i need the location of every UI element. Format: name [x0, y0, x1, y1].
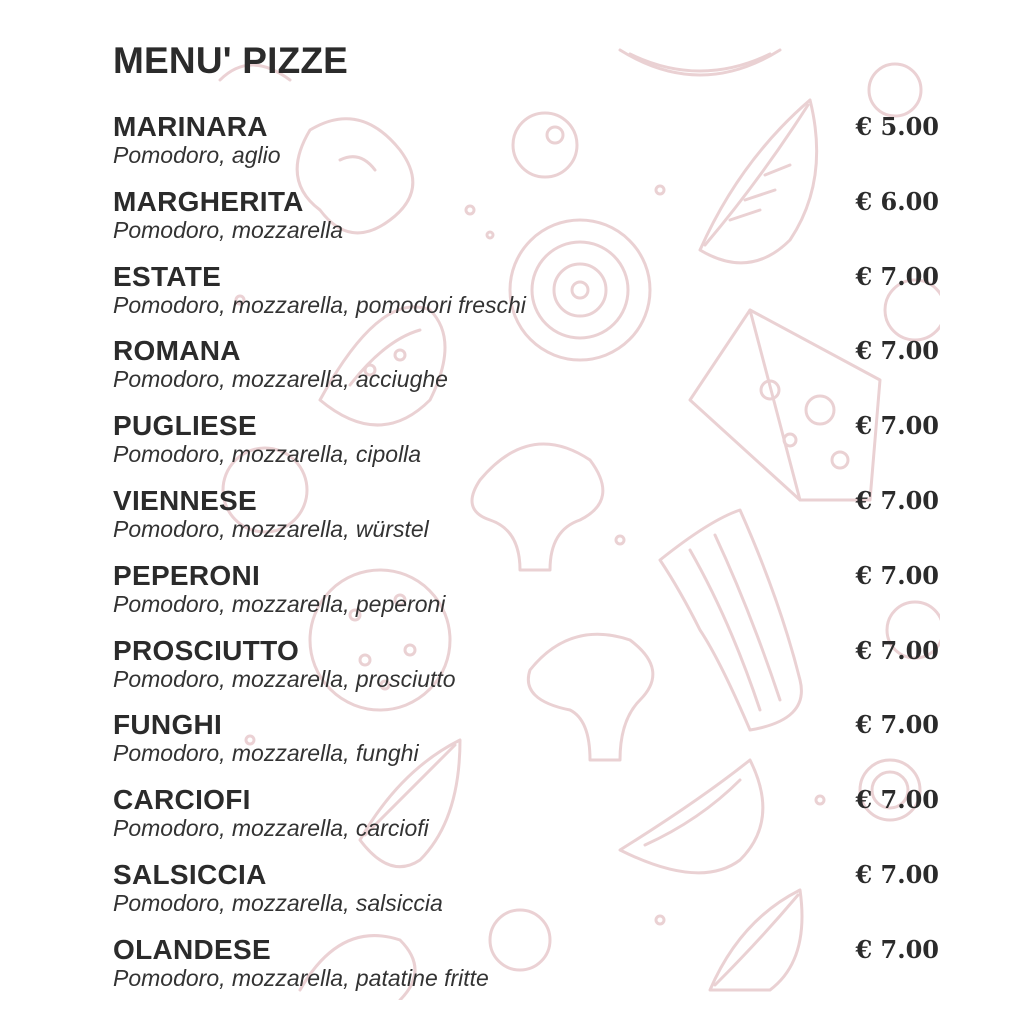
pizza-name: ESTATE	[113, 260, 222, 292]
pizza-price: € 7.00	[855, 859, 939, 889]
pizza-name: MARINARA	[113, 111, 268, 142]
pizza-ingredients: Pomodoro, mozzarella	[113, 216, 344, 243]
pizza-price: € 7.00	[855, 785, 939, 815]
pizza-price: € 7.00	[855, 934, 939, 964]
pizza-price: € 7.00	[855, 635, 939, 665]
pizza-name: ROMANA	[113, 335, 241, 367]
pizza-price: € 7.00	[855, 411, 939, 441]
pizza-name: OLANDESE	[113, 933, 271, 965]
pizza-name: FUNGHI	[113, 709, 223, 741]
pizza-ingredients: Pomodoro, mozzarella, salsiccia	[113, 889, 443, 916]
pizza-name: SALSICCIA	[113, 858, 267, 890]
menu-item	[113, 933, 939, 1008]
pizza-ingredients: Pomodoro, aglio	[113, 142, 281, 168]
pizza-ingredients: Pomodoro, mozzarella, patatine fritte	[113, 964, 489, 991]
menu-item	[113, 334, 939, 409]
menu-item	[113, 484, 939, 559]
menu-title: MENU' PIZZE	[113, 40, 349, 81]
pizza-name: VIENNESE	[113, 484, 257, 516]
menu-item	[113, 858, 939, 933]
pizza-price: € 7.00	[855, 485, 939, 515]
menu-item	[113, 185, 939, 260]
pizza-ingredients: Pomodoro, mozzarella, funghi	[113, 740, 419, 767]
pizza-ingredients: Pomodoro, mozzarella, acciughe	[113, 366, 448, 393]
pizza-name: PUGLIESE	[113, 410, 257, 442]
pizza-ingredients: Pomodoro, mozzarella, würstel	[113, 515, 429, 542]
pizza-price: € 5.00	[855, 112, 939, 141]
pizza-name: PROSCIUTTO	[113, 634, 300, 666]
menu-item	[113, 409, 939, 484]
pizza-price: € 7.00	[855, 560, 939, 590]
pizza-ingredients: Pomodoro, mozzarella, cipolla	[113, 441, 422, 468]
menu-item	[113, 260, 939, 335]
pizza-ingredients: Pomodoro, mozzarella, pomodori freschi	[113, 291, 526, 318]
pizza-menu	[113, 0, 939, 1024]
pizza-name: PEPERONI	[113, 559, 261, 591]
pizza-price: € 7.00	[855, 710, 939, 740]
menu-item	[113, 634, 939, 709]
menu-item	[113, 708, 939, 783]
menu-items-list	[113, 110, 939, 1008]
pizza-price: € 7.00	[855, 261, 939, 291]
pizza-ingredients: Pomodoro, mozzarella, carciofi	[113, 815, 429, 842]
pizza-price: € 7.00	[855, 336, 939, 366]
menu-item	[113, 110, 939, 185]
menu-item	[113, 783, 939, 858]
pizza-price: € 6.00	[855, 186, 939, 216]
pizza-ingredients: Pomodoro, mozzarella, prosciutto	[113, 665, 456, 692]
menu-item	[113, 559, 939, 634]
pizza-name: MARGHERITA	[113, 185, 304, 217]
pizza-ingredients: Pomodoro, mozzarella, peperoni	[113, 590, 446, 617]
pizza-name: CARCIOFI	[113, 784, 251, 816]
